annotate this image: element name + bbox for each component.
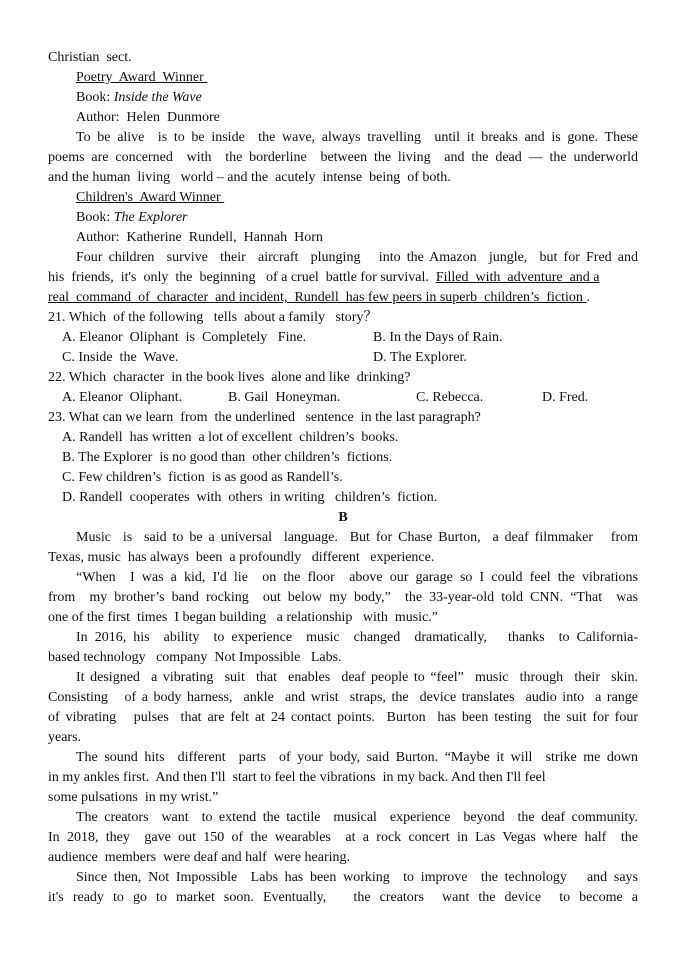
option-a[interactable]: A. Randell has written a lot of excellent children’s books. [62, 430, 399, 445]
text-span: his friends, it's only the beginning of a cruel battle for survival. [48, 270, 436, 285]
text-span: . [586, 290, 590, 305]
text-line: Consisting of a body harness, ankle and wrist straps, the device translates audio into a range [48, 690, 638, 705]
text-line: Texas, music has always been a profoundly different experience. [48, 550, 435, 565]
poetry-award-heading: Poetry Award Winner [76, 70, 208, 85]
question-stem: 21. Which of the following tells about a family story？ [48, 310, 378, 325]
book-title: Inside the Wave [113, 90, 202, 105]
question-stem: 23. What can we learn from the underlined sentence in the last paragraph? [48, 410, 481, 425]
text-line: in my ankles first. And then I'll start to feel the vibrations in my back. And then I'll feel [48, 770, 546, 785]
book-label: Book: [76, 90, 114, 105]
option-b[interactable]: B. Gail Honeyman. [228, 390, 341, 405]
text-line: audience members were deaf and half were hearing. [48, 850, 351, 865]
option-a[interactable]: A. Eleanor Oliphant. [62, 390, 183, 405]
text-line: poems are concerned with the borderline between the living and the dead — the underworld [48, 150, 638, 165]
underlined-sentence: real command of character and incident, Rundell has few peers in superb children’s fiction [48, 290, 587, 305]
text-line: To be alive is to be inside the wave, always travelling until it breaks and is gone. These [76, 130, 638, 145]
text-line: Music is said to be a universal language. But for Chase Burton, a deaf filmmaker from [76, 530, 638, 545]
option-b[interactable]: B. In the Days of Rain. [373, 330, 503, 345]
option-c[interactable]: C. Inside the Wave. [62, 350, 179, 365]
text-line: one of the first times I began building a relationship with music.” [48, 610, 438, 625]
text-line: The creators want to extend the tactile musical experience beyond the deaf community. [76, 810, 638, 825]
text-line: Four children survive their aircraft plunging into the Amazon jungle, but for Fred and [76, 250, 638, 265]
text-line: it's ready to go to market soon. Eventually, the creators want the device to become a [48, 890, 638, 905]
text-line: Since then, Not Impossible Labs has been working to improve the technology and says [76, 870, 638, 885]
poetry-author-line: Author: Helen Dunmore [76, 110, 220, 125]
text-line: Christian sect. [48, 50, 132, 65]
text-line: In 2018, they gave out 150 of the wearables at a rock concert in Las Vegas where half the [48, 830, 638, 845]
text-line: some pulsations in my wrist.” [48, 790, 219, 805]
text-line: It designed a vibrating suit that enables deaf people to “feel” music through their skin. [76, 670, 638, 685]
text-line: The sound hits different parts of your body, said Burton. “Maybe it will strike me down [76, 750, 638, 765]
option-a[interactable]: A. Eleanor Oliphant is Completely Fine. [62, 330, 307, 345]
text-line [48, 288, 590, 308]
option-d[interactable]: D. Fred. [542, 390, 589, 405]
text-line: “When I was a kid, I'd lie on the floor above our garage so I could feel the vibrations [76, 570, 638, 585]
option-c[interactable]: C. Rebecca. [416, 390, 484, 405]
book-title: The Explorer [113, 210, 188, 225]
option-c[interactable]: C. Few children’s fiction is as good as Randell’s. [62, 470, 343, 485]
text-line: from my brother’s band rocking out below my body,” the 33-year-old told CNN. “That was [48, 590, 638, 605]
book-label: Book: [76, 210, 114, 225]
section-heading: B [338, 510, 348, 525]
text-line: In 2016, his ability to experience music changed dramatically, thanks to California- [76, 630, 638, 645]
text-line: and the human living world – and the acutely intense being of both. [48, 170, 451, 185]
children-award-heading: Children's Award Winner [76, 190, 225, 205]
question-stem: 22. Which character in the book lives alone and like drinking? [48, 370, 411, 385]
text-line [48, 268, 600, 288]
poetry-book-line [76, 88, 202, 108]
text-line: of vibrating pulses that are felt at 24 contact points. Burton has been testing the suit for four [48, 710, 638, 725]
text-line: based technology company Not Impossible Labs. [48, 650, 342, 665]
children-book-line [76, 208, 187, 228]
text-line: years. [48, 730, 82, 745]
underlined-sentence: Filled with adventure and a [435, 270, 600, 285]
option-d[interactable]: D. The Explorer. [373, 350, 467, 365]
children-author-line: Author: Katherine Rundell, Hannah Horn [76, 230, 323, 245]
option-b[interactable]: B. The Explorer is no good than other children’s fictions. [62, 450, 393, 465]
option-d[interactable]: D. Randell cooperates with others in writing children’s fiction. [62, 490, 438, 505]
